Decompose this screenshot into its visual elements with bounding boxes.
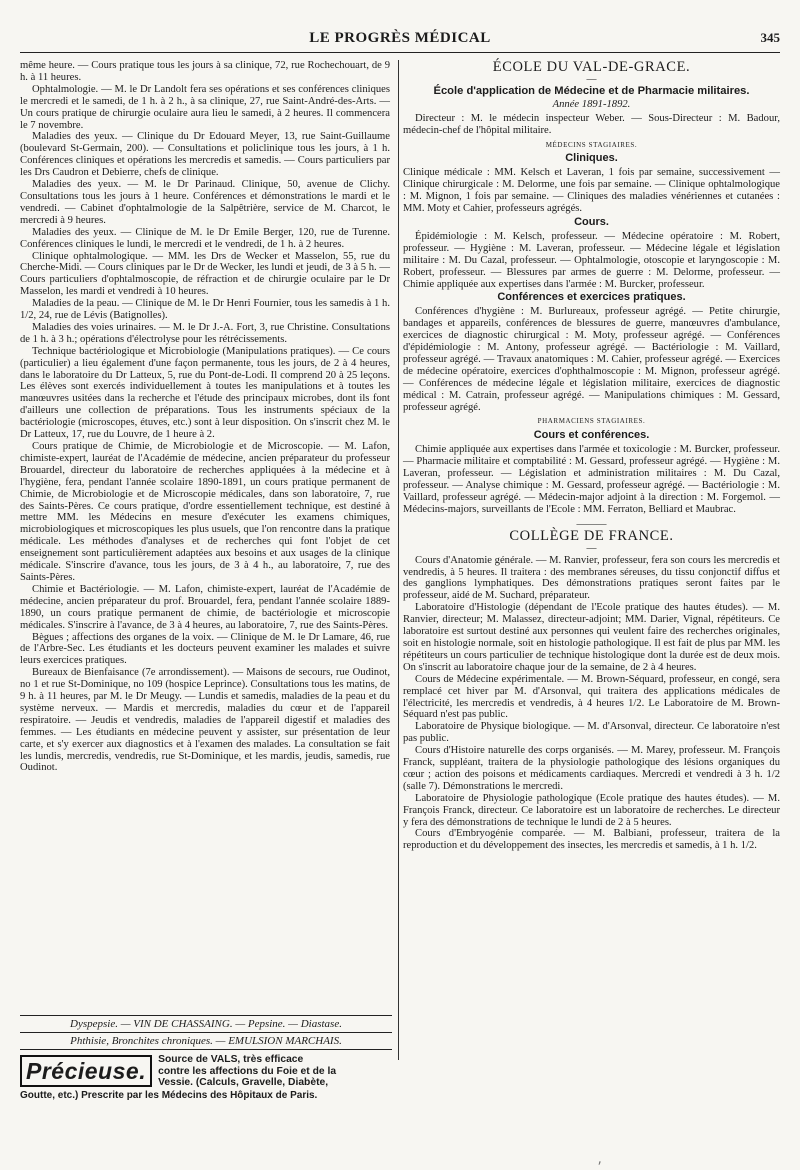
paragraph: Maladies des yeux. — M. le Dr Parinaud. Clinique, 50, avenue de Clichy. Consultations tous les jours à 1 heure. Conférences et démonstrations le mardi et le vendredi. — Cabinet d'ophtalmologie de la Salpêtrière, service de M. Charcot, le mercredi à 9 heures. — [20, 179, 390, 226]
paragraph: Maladies de la peau. — Clinique de M. le Dr Henri Fournier, tous les samedis à 1 h. 1/2, 24, rue de Lévis (Batignolles). — [20, 298, 390, 322]
paragraph: Maladies des yeux. — Clinique du Dr Edouard Meyer, 13, rue Saint-Guillaume (boulevard St-Germain, 200). — Consultations et policlinique tous les jours, à 1 h. Conférences cliniques et opérations les mercredis et samedis. — Cours particuliers par les Drs Caudron et Debierre, chefs de clinique. — [20, 131, 390, 179]
paragraph: même heure. — Cours pratique tous les jours à sa clinique, 72, rue Rochechouart, de 9 h. à 11 heures. — [20, 60, 390, 83]
direction-text: Directeur : M. le médecin inspecteur Weber. — Sous-Directeur : M. Badour, médecin-chef de l'hôpital militaire. — [403, 112, 780, 136]
cours-conferences-heading: Cours et conférences. — [533, 429, 650, 442]
paragraph: Laboratoire d'Histologie (dépendant de l'Ecole pratique des hautes études). — M. Ranvier, directeur; M. Malassez, directeur-adjoint; MM. Darier, Vignal, répétiteurs. Ce laboratoire est surtout destiné aux personnes qui veulent faire des recherches originales, soit en histologie normale, soit en histologie pathologique. Il est fait de plus par MM. les répétiteurs un cours particulier de technique histologique dont la durée est de deux mois. On s'inscrit au laboratoire chaque jour de la semaine, de 2 à 4 heures. — [403, 602, 780, 673]
paragraph: Laboratoire de Physique biologique. — M. d'Arsonval, directeur. Ce laboratoire n'est pas public. — [403, 721, 780, 745]
pharmaciens-stagiaires-label: PHARMACIENS STAGIAIRES. — [537, 417, 646, 426]
vals-line: contre les affections du Foie et de la — [158, 1065, 337, 1077]
conferences-text: Conférences d'hygiène : M. Burlureaux, professeur agrégé. — Petite chirurgie, bandages et appareils, conférences de blessures de guerre, manœuvres d'ambulance, exercices de diagnostic chirurgical : M. Moty, professeur agrégé. — Conférences d'épidémiologie : M. Antony, professeur agrégé. — Bactériologie : M. Vaillard, professeur agrégé. — Travaux anatomiques : M. Cahier, professeur agrégé. — Exercices de médecine opératoire, exercices d'ophthalmoscopie : M. Mignon, professeur agrégé. — Conférences de médecine légale et législation militaire, exercices de diagnostic médical : M. Catrain, professeur agrégé. — Manipulations chimiques : M. Gessard, professeur agrégé. — [403, 306, 780, 413]
cliniques-heading: Cliniques. — [565, 152, 618, 165]
ad-dyspepsie: Dyspepsie. — VIN DE CHASSAING. — Pepsine. — Diastase. — [70, 1018, 342, 1030]
paragraph: Maladies des voies urinaires. — M. le Dr J.-A. Fort, 3, rue Christine. Consultations de 1 h. à 3 h.; opérations d'électrolyse pour les rétrécissements. — [20, 321, 390, 345]
cours-text: Épidémiologie : M. Kelsch, professeur. — Médecine opératoire : M. Robert, professeur. — Hygiène : M. Laveran, professeur. — Médecine légale et législation militaire : M. Du Cazal, professeur. — Ophtalmologie, otoscopie et laryngoscopie : M. Robert, professeur. — Blessures par armes de guerre : M. Delorme, professeur. — Chimie appliquée aux expertises dans l'armée : M. Burcker, professeur. — [403, 230, 780, 290]
ad-rule — [20, 1049, 392, 1050]
paragraph: Clinique ophtalmologique. — MM. les Drs de Wecker et Masselon, 55, rue du Cherche-Midi. — Cours cliniques par le Dr de Wecker, les lundi et jeudi, de 3 à 5 h. — Cours particuliers d'ophtalmoscopie, de réfraction et de chirurgie oculaire par le Dr Masselon, les mardi et vendredi à 10 heures. — [20, 250, 390, 298]
advertisement-box — [20, 1015, 392, 1101]
conferences-heading: Conférences et exercices pratiques. — [497, 291, 686, 304]
paragraph: Ophtalmologie. — M. le Dr Landolt fera ses opérations et ses conférences cliniques le mercredi et le samedi, de 1 h. à 2 h., à sa clinique, 27, rue Saint-André-des-Arts. — Un cours pratique de chirurgie oculaire aura lieu le samedi, à 2 heures. Il commencera le 7 novembre. — [20, 83, 390, 131]
cours-heading: Cours. — [574, 215, 609, 228]
vals-line: Source de VALS, très efficace — [158, 1054, 304, 1065]
paragraph: Cours de Médecine expérimentale. — M. Brown-Séquard, professeur, en congé, sera remplacé cet hiver par M. d'Arsonval, qui traitera des applications médicales de l'électricité, les mercredis et vendredis, à 4 heures 1/2. Le Laboratoire de M. Brown-Séquard n'est pas public. — [403, 673, 780, 721]
paragraph: Laboratoire de Physiologie pathologique (Ecole pratique des hautes études). — M. François Franck, directeur. Ce laboratoire est un laboratoire de recherches. Le directeur y fera des démonstrations de technique le lundi de 2 à 5 heures. — [403, 792, 780, 828]
school-year: Année 1891-1892. — [552, 98, 631, 110]
section-separator: ——— — [576, 518, 607, 530]
medecins-stagiaires-label: MÉDECINS STAGIAIRES. — [545, 140, 638, 149]
paragraph: Bègues ; affections des organes de la voix. — Clinique de M. le Dr Lamare, 46, rue de l'Arbre-Sec. Les étudiants et les docteurs peuvent examiner les malades et suivre leurs exercices pratiques. — [20, 631, 390, 667]
ad-phthisie: Phthisie, Bronchites chroniques. — EMULSION MARCHAIS. — [70, 1035, 342, 1047]
page-number: 345 — [760, 30, 780, 45]
paragraph: Maladies des yeux. — Clinique de M. le Dr Emile Berger, 120, rue de Turenne. Conférences cliniques le lundi, le mercredi et le vendredi, de 1 h. à 2 heures. — [20, 226, 390, 250]
section-title-val-de-grace: ÉCOLE DU VAL-DE-GRACE. — [492, 59, 691, 75]
vals-goutte-line: Goutte, etc.) Prescrite par les Médecins des Hôpitaux de Paris. — [20, 1089, 318, 1101]
precieuse-logo: Précieuse. — [20, 1055, 152, 1087]
header-rule — [20, 52, 780, 53]
journal-title: LE PROGRÈS MÉDICAL — [309, 30, 491, 46]
page-ink-mark: ⸴ — [598, 1154, 602, 1169]
page-header — [20, 26, 780, 50]
left-column — [20, 60, 390, 774]
section-dash: — — [586, 542, 597, 554]
paragraph: Chimie et Bactériologie. — M. Lafon, chimiste-expert, lauréat de l'Académie de médecine, ancien préparateur du prof. Brouardel, fera, pendant l'année scolaire 1889-1890, un cours pratique permanent de chimie, de bactériologie et microscopie médicales. S'inscrire à l'avance, de 3 à 4 heures, au laboratoire, 7, rue des Saints-Pères. — [20, 583, 390, 631]
paragraph: Cours d'Anatomie générale. — M. Ranvier, professeur, fera son cours les mercredis et vendredis, à 5 heures. Il traitera : des membranes séreuses, du tissu conjonctif diffus et des ganglions lymphatiques. Des démonstrations pratiques seront faites par le professeur, aidé de M. Suchard, préparateur. — [403, 554, 780, 602]
paragraph: Technique bactériologique et Microbiologie (Manipulations pratiques). — Ce cours (particulier) a lieu également d'une façon permanente, tous les jours, de 2 à 4 heures, dans le laboratoire du Dr Latteux, 5, rue du Pont-de-Lodi. Il comprend 20 à 25 leçons. Les élèves sont exercés individuellement à toutes les manipulations et à toutes les manœuvres usitées dans la recherche et l'étude des principaux microbes, dont ils font d'ailleurs une collection de préparations. Tous les instruments spéciaux de la bactériologie (microscopes, étuves, etc.) sont à leur disposition. On s'inscrit chez M. le Dr Latteux, 17, rue du Louvre, de 1 heure à 2. — [20, 345, 390, 441]
vals-text — [158, 1054, 336, 1089]
cours-conferences-text: Chimie appliquée aux expertises dans l'armée et toxicologie : M. Burcker, professeur. — Pharmacie militaire et comptabilité : M. Gessard, professeur agrégé. — Hygiène : M. Laveran, professeur. — Législation et administration militaires : M. Du Cazal, professeur. — Analyse chimique : M. Gessard, professeur agrégé. — Bactériologie : M. Vaillard, professeur agrégé. — Médecin-major adjoint à la direction : M. Forgemol. — Médecins-majors, surveillants de l'Ecole : MM. Ferraton, Belliard et Maubrac. — [403, 444, 780, 515]
vals-line: Vessie. (Calculs, Gravelle, Diabète, — [158, 1077, 329, 1088]
section-title-college-de-france: COLLÈGE DE FRANCE. — [509, 527, 674, 544]
cliniques-text: Clinique médicale : MM. Kelsch et Laveran, 1 fois par semaine, successivement — Clinique chirurgicale : M. Delorme, une fois par semaine. — Clinique ophtalmologique : M. Mignon, 1 fois par semaine. — Cliniques des maladies vénériennes et cutanées : MM. Moty et Cahier, professeurs agrégés. — [403, 167, 780, 215]
right-column — [403, 60, 780, 852]
ad-vals — [20, 1054, 392, 1089]
paragraph: Bureaux de Bienfaisance (7e arrondissement). — Maisons de secours, rue Oudinot, no 1 et rue St-Dominique, no 109 (hospice Leprince). Consultations tous les matins, de 9 h. à 11 heures, par M. le Dr Meugy. — Lundis et samedis, maladies de la peau et du système nerveux. — Mardis et mercredis, maladies du cœur et de l'appareil respiratoire. — Jeudis et vendredis, maladies de l'appareil digestif et maladies des femmes. — Les étudiants en médecine peuvent y assister, sur présentation de leur carte, et s'y exercer aux diagnostics et à l'examen des malades. La consultation se fait les lundis, mercredis, vendredis, rue St-Dominique, et les mardis, jeudis, samedis, rue Oudinot. — [20, 667, 390, 774]
section-dash: — — [586, 73, 597, 85]
paragraph: Cours pratique de Chimie, de Microbiologie et de Microscopie. — M. Lafon, chimiste-expert, lauréat de l'Académie de médecine, ancien préparateur du professeur Brouardel, directeur du laboratoire de recherches appliquées à la médecine et à l'hygiène, fera, pendant l'année scolaire 1890-1891, un cours pratique permanent de Chimie, de Microbiologie et de Microscopie médicales, dans son laboratoire, 7, rue des Saints-Pères. Ce cours pratique, d'ordre essentiellement technique, est destiné à mettre MM. les Médecins en mesure d'exécuter les examens chimiques, microbiologiques et microscopiques les plus usuels, que l'on rencontre dans la pratique médicale. Les méthodes d'analyses et de recherches qui font l'objet de cet enseignement sont particulièrement adaptées aux besoins et aux usages de la clinique médicale. S'inscrire d'avance, tous les jours, de 3 à 4 h., au laboratoire, 7, rue des Saints-Pères. — [20, 441, 390, 583]
paragraph: Cours d'Embryogénie comparée. — M. Balbiani, professeur, traitera de la reproduction et du développement des insectes, les mercredis et samedis, à 1 h. 1/2. — [403, 828, 780, 852]
column-divider — [398, 60, 399, 1060]
school-name: École d'application de Médecine et de Pharmacie militaires. — [433, 84, 750, 97]
paragraph: Cours d'Histoire naturelle des corps organisés. — M. Marey, professeur. M. François Franck, suppléant, traitera de la physiologie pathologique des lésions organiques du cœur ; action des poisons et médicaments cardiaques. Mercredi et vendredi à 3 h. 1/2 (salle 7). Démonstrations le mercredi. — [403, 745, 780, 792]
